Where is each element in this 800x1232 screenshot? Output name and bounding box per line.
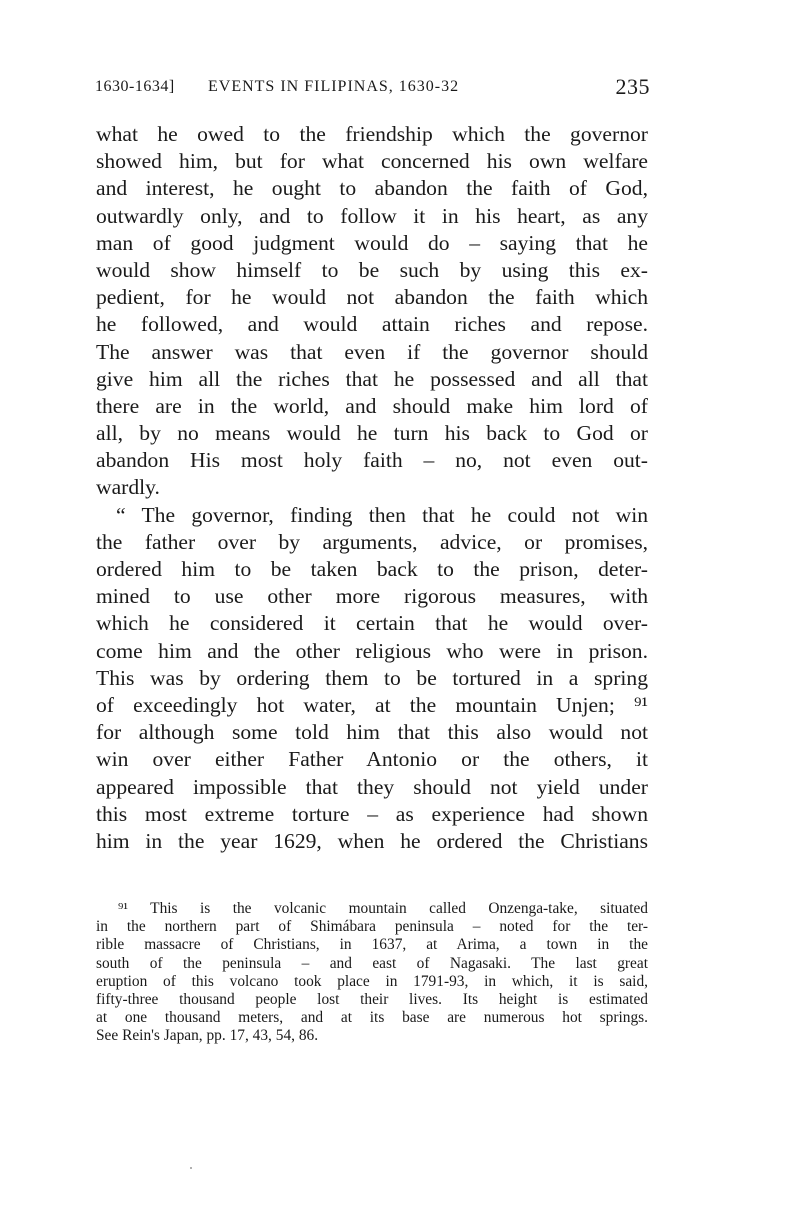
text-line: man of good judgment would do – saying that he <box>96 230 648 255</box>
footnote <box>96 900 648 1046</box>
text-line: and interest, he ought to abandon the faith of God, <box>96 176 648 201</box>
header-year-range: 1630-1634] <box>95 78 175 95</box>
text-line: “ The governor, finding then that he could not win <box>116 502 648 527</box>
text-line: him in the year 1629, when he ordered the Christians <box>96 828 648 853</box>
text-line: for although some told him that this also would not <box>96 720 648 745</box>
text-line: wardly. <box>96 475 160 500</box>
text-line: would show himself to be such by using this ex- <box>96 257 648 282</box>
footnote-line: ⁹¹ This is the volcanic mountain called Onzenga-take, situated <box>118 900 648 917</box>
text-line: he followed, and would attain riches and repose. <box>96 312 648 337</box>
text-line: win over either Father Antonio or the others, it <box>96 747 648 772</box>
text-line: all, by no means would he turn his back to God or <box>96 421 648 446</box>
text-line: which he considered it certain that he would over- <box>96 611 648 636</box>
text-line: what he owed to the friendship which the governor <box>96 122 648 146</box>
paper-speck <box>190 1167 192 1169</box>
text-line: pedient, for he would not abandon the faith which <box>96 285 648 310</box>
text-line: appeared impossible that they should not yield under <box>96 774 648 799</box>
footnote-line: in the northern part of Shimábara peninsula – noted for the ter- <box>96 918 648 936</box>
text-line: outwardly only, and to follow it in his heart, as any <box>96 203 648 228</box>
footnote-line: at one thousand meters, and at its base are numerous hot springs. <box>96 1009 648 1027</box>
text-line: showed him, but for what concerned his own welfare <box>96 149 648 174</box>
main-text <box>96 121 648 855</box>
text-line: The answer was that even if the governor should <box>96 339 648 364</box>
text-line: this most extreme torture – as experience had shown <box>96 801 648 826</box>
text-line: abandon His most holy faith – no, not even out- <box>96 448 648 473</box>
text-line: This was by ordering them to be tortured in a spring <box>96 665 648 690</box>
text-line: mined to use other more rigorous measures, with <box>96 584 648 609</box>
header-running-title: EVENTS IN FILIPINAS, 1630-32 <box>208 78 460 95</box>
footnote-line: eruption of this volcano took place in 1791-93, in which, it is said, <box>96 972 648 990</box>
text-line: give him all the riches that he possessed and all that <box>96 366 648 391</box>
text-line: of exceedingly hot water, at the mountain Unjen; ⁹¹ <box>96 692 648 717</box>
footnote-line: See Rein's Japan, pp. 17, 43, 54, 86. <box>96 1027 319 1045</box>
text-line: the father over by arguments, advice, or promises, <box>96 529 648 554</box>
running-header <box>95 74 650 102</box>
footnote-line: fifty-three thousand people lost their lives. Its height is estimated <box>96 990 648 1008</box>
footnote-line: south of the peninsula – and east of Nagasaki. The last great <box>96 954 648 972</box>
page-number: 235 <box>615 74 650 99</box>
footnote-line: rible massacre of Christians, in 1637, at Arima, a town in the <box>96 936 648 954</box>
text-line: ordered him to be taken back to the prison, deter- <box>96 557 648 581</box>
text-line: there are in the world, and should make him lord of <box>96 393 648 418</box>
text-line: come him and the other religious who were in prison. <box>96 638 648 663</box>
